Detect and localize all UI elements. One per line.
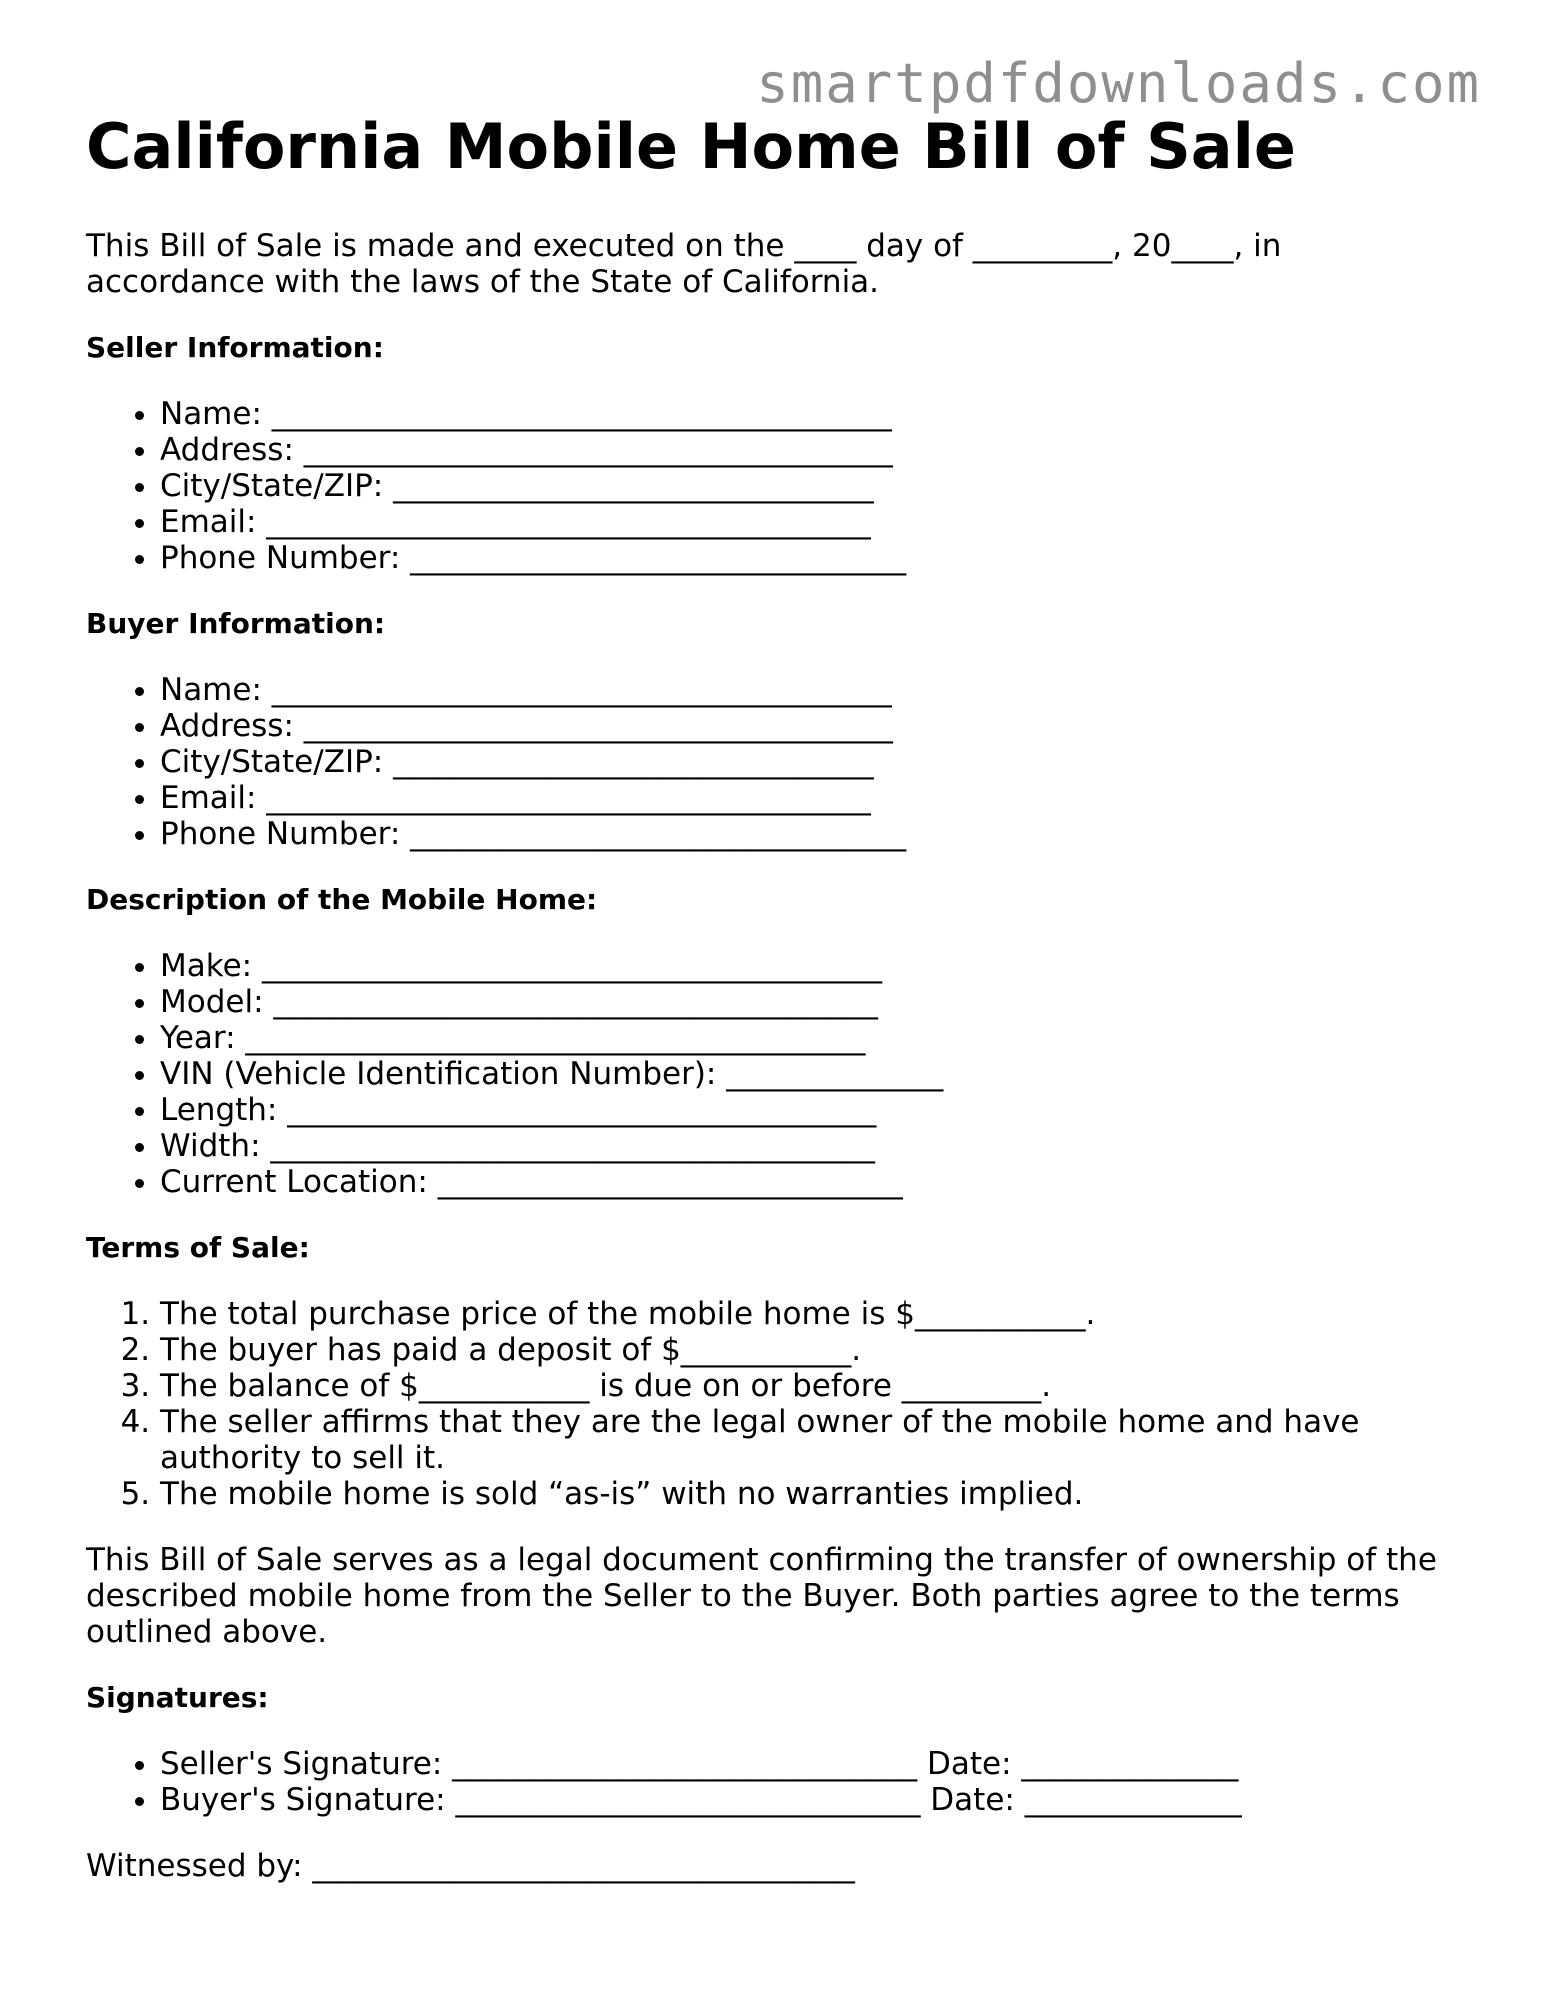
- buyer-heading: Buyer Information:: [86, 607, 386, 640]
- length-field[interactable]: • Length: ______________________________________: [160, 1092, 1466, 1128]
- buyer-city-state-zip-field[interactable]: • City/State/ZIP: _______________________________: [160, 744, 1466, 780]
- buyer-list: [86, 672, 1466, 852]
- seller-phone-field[interactable]: • Phone Number: ________________________________: [160, 540, 1466, 576]
- buyer-signature-field[interactable]: • Buyer's Signature: ______________________________ Date: ______________: [160, 1782, 1466, 1818]
- seller-city-state-zip-field[interactable]: • City/State/ZIP: _______________________________: [160, 468, 1466, 504]
- term-deposit[interactable]: 2. The buyer has paid a deposit of $___________.: [160, 1332, 1440, 1368]
- description-heading: Description of the Mobile Home:: [86, 883, 598, 916]
- description-list: [86, 948, 1466, 1200]
- buyer-phone-field[interactable]: • Phone Number: ________________________________: [160, 816, 1466, 852]
- terms-list: [86, 1296, 1466, 1512]
- year-field[interactable]: • Year: ________________________________________: [160, 1020, 1466, 1056]
- seller-list: [86, 396, 1466, 576]
- terms-heading: Terms of Sale:: [86, 1231, 310, 1264]
- buyer-email-field[interactable]: • Email: _______________________________________: [160, 780, 1466, 816]
- watermark: smartpdfdownloads.com: [756, 52, 1481, 115]
- vin-field[interactable]: • VIN (Vehicle Identification Number): ______________: [160, 1056, 1466, 1092]
- seller-heading: Seller Information:: [86, 331, 384, 364]
- term-as-is: 5. The mobile home is sold “as-is” with no warranties implied.: [160, 1476, 1440, 1512]
- witness-field[interactable]: Witnessed by: ___________________________________: [86, 1848, 855, 1884]
- seller-email-field[interactable]: • Email: _______________________________________: [160, 504, 1466, 540]
- intro-paragraph: This Bill of Sale is made and executed on the ____ day of _________, 20____, in accordance with the laws of the State of California.: [86, 228, 1282, 300]
- buyer-address-field[interactable]: • Address: ______________________________________: [160, 708, 1466, 744]
- current-location-field[interactable]: • Current Location: ______________________________: [160, 1164, 1466, 1200]
- buyer-name-field[interactable]: • Name: ________________________________________: [160, 672, 1466, 708]
- width-field[interactable]: • Width: _______________________________________: [160, 1128, 1466, 1164]
- seller-signature-field[interactable]: • Seller's Signature: ______________________________ Date: ______________: [160, 1746, 1466, 1782]
- document-title: California Mobile Home Bill of Sale: [86, 110, 1296, 183]
- make-field[interactable]: • Make: ________________________________________: [160, 948, 1466, 984]
- seller-address-field[interactable]: • Address: ______________________________________: [160, 432, 1466, 468]
- signatures-heading: Signatures:: [86, 1681, 269, 1714]
- model-field[interactable]: • Model: _______________________________________: [160, 984, 1466, 1020]
- term-purchase-price[interactable]: 1. The total purchase price of the mobile home is $___________.: [160, 1296, 1440, 1332]
- term-ownership: 4. The seller affirms that they are the legal owner of the mobile home and have authority to sell it.: [160, 1404, 1440, 1476]
- term-balance[interactable]: 3. The balance of $___________ is due on or before _________.: [160, 1368, 1440, 1404]
- document-page: [86, 110, 1466, 1914]
- seller-name-field[interactable]: • Name: ________________________________________: [160, 396, 1466, 432]
- closing-paragraph: This Bill of Sale serves as a legal document confirming the transfer of ownership of the described mobile home from the Seller to the Buyer. Both parties agree to the terms outlined above.: [86, 1542, 1437, 1650]
- signatures-list: [86, 1746, 1466, 1818]
